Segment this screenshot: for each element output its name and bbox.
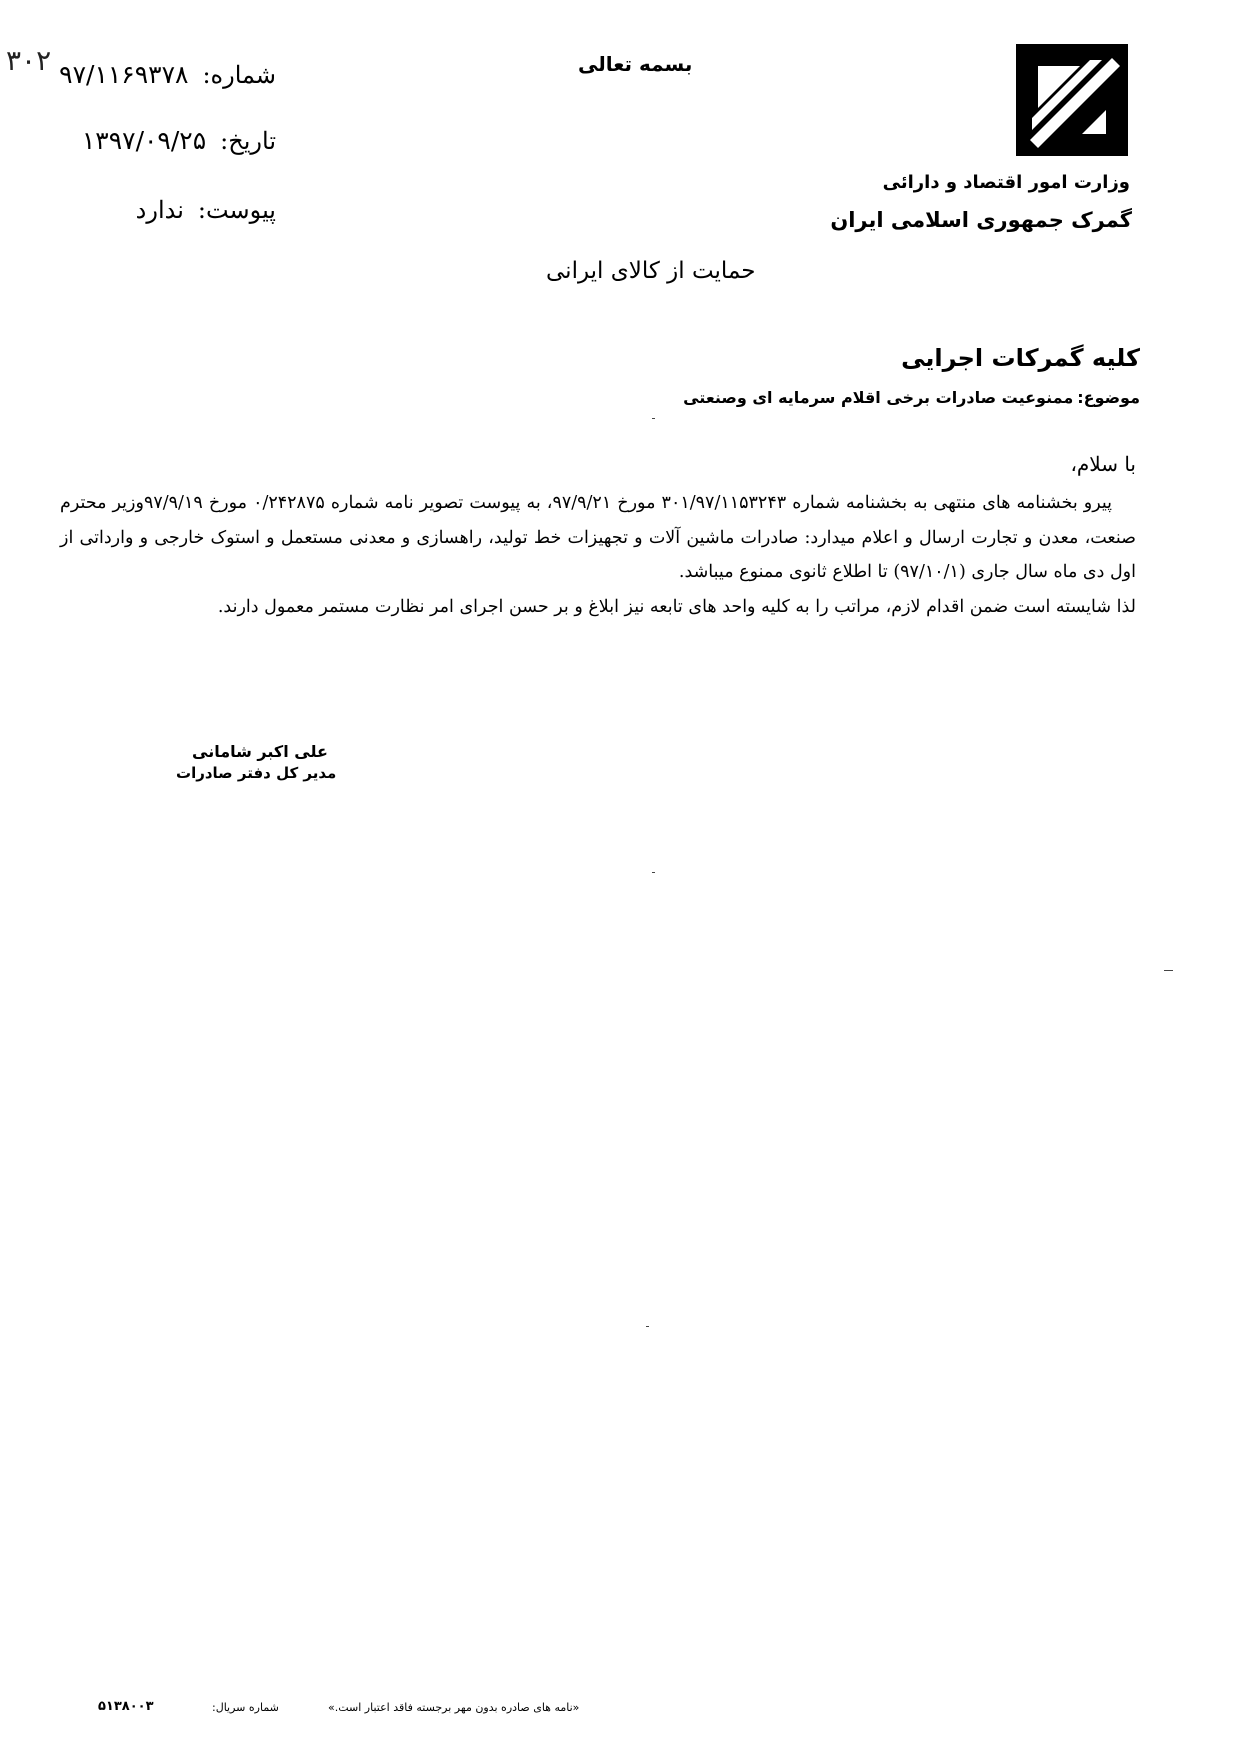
scan-speck [646, 1326, 649, 1327]
date-label: تاریخ: [220, 127, 276, 155]
ministry-name: وزارت امور اقتصاد و دارائی [882, 172, 1130, 193]
body-paragraph: پیرو بخشنامه های منتهی به بخشنامه شماره ۳۰۱/۹۷/۱۱۵۳۲۴۳ مورخ ۹۷/۹/۲۱، به پیوست تصویر نامه شماره ۰/۲۴۲۸۷۵ مورخ ۹۷/۹/۱۹وزیر محترم صنعت، معدن و تجارت ارسال و اعلام میدارد: صادرات ماشین آلات و تجهیزات خط تولید، راهسازی و معدنی مستعمل و استوک خارجی و وارداتی از اول دی ماه سال جاری (۹۷/۱۰/۱) تا اطلاع ثانوی ممنوع میباشد. [60, 493, 1136, 582]
serial-value: ۵۱۳۸۰۰۳ [98, 1699, 154, 1714]
letter-number [59, 60, 276, 89]
serial-label: شماره سریال: [212, 1701, 279, 1714]
signatory-name: علی اکبر شامانی [192, 742, 328, 761]
handwritten-note: ۳۰۲ [6, 44, 52, 77]
number-value: ۹۷/۱۱۶۹۳۷۸ [59, 60, 189, 89]
attachment-value: ندارد [135, 196, 184, 224]
scan-speck [1164, 970, 1173, 971]
subject-text: ممنوعیت صادرات برخی اقلام سرمایه ای وصنعتی [683, 388, 1074, 407]
date-value: ۱۳۹۷/۰۹/۲۵ [81, 126, 207, 155]
attachment-label: پیوست: [197, 196, 276, 224]
letter-attachment [136, 196, 276, 224]
body-paragraph: لذا شایسته است ضمن اقدام لازم، مراتب را به کلیه واحد های تابعه نیز ابلاغ و بر حسن اجرای امر نظارت مستمر معمول دارند. [217, 596, 1136, 617]
number-label: شماره: [202, 61, 276, 89]
scan-speck [652, 872, 655, 873]
footer-validity-note: «نامه های صادره بدون مهر برجسته فاقد اعتبار است.» [328, 1701, 580, 1714]
slogan: حمایت از کالای ایرانی [546, 258, 756, 284]
signatory-title: مدیر کل دفتر صادرات [176, 764, 337, 782]
bismillah-heading: بسمه تعالی [578, 52, 693, 76]
subject-line [683, 388, 1140, 407]
recipient: کلیه گمرکات اجرایی [901, 344, 1140, 372]
letter-body [60, 486, 1136, 624]
letter-date [82, 126, 276, 155]
greeting: با سلام، [1070, 452, 1136, 476]
subject-label: موضوع: [1077, 388, 1140, 407]
customs-name: گمرک جمهوری اسلامی ایران [830, 208, 1132, 232]
customs-emblem-icon [1016, 44, 1128, 156]
scan-speck [652, 418, 655, 419]
